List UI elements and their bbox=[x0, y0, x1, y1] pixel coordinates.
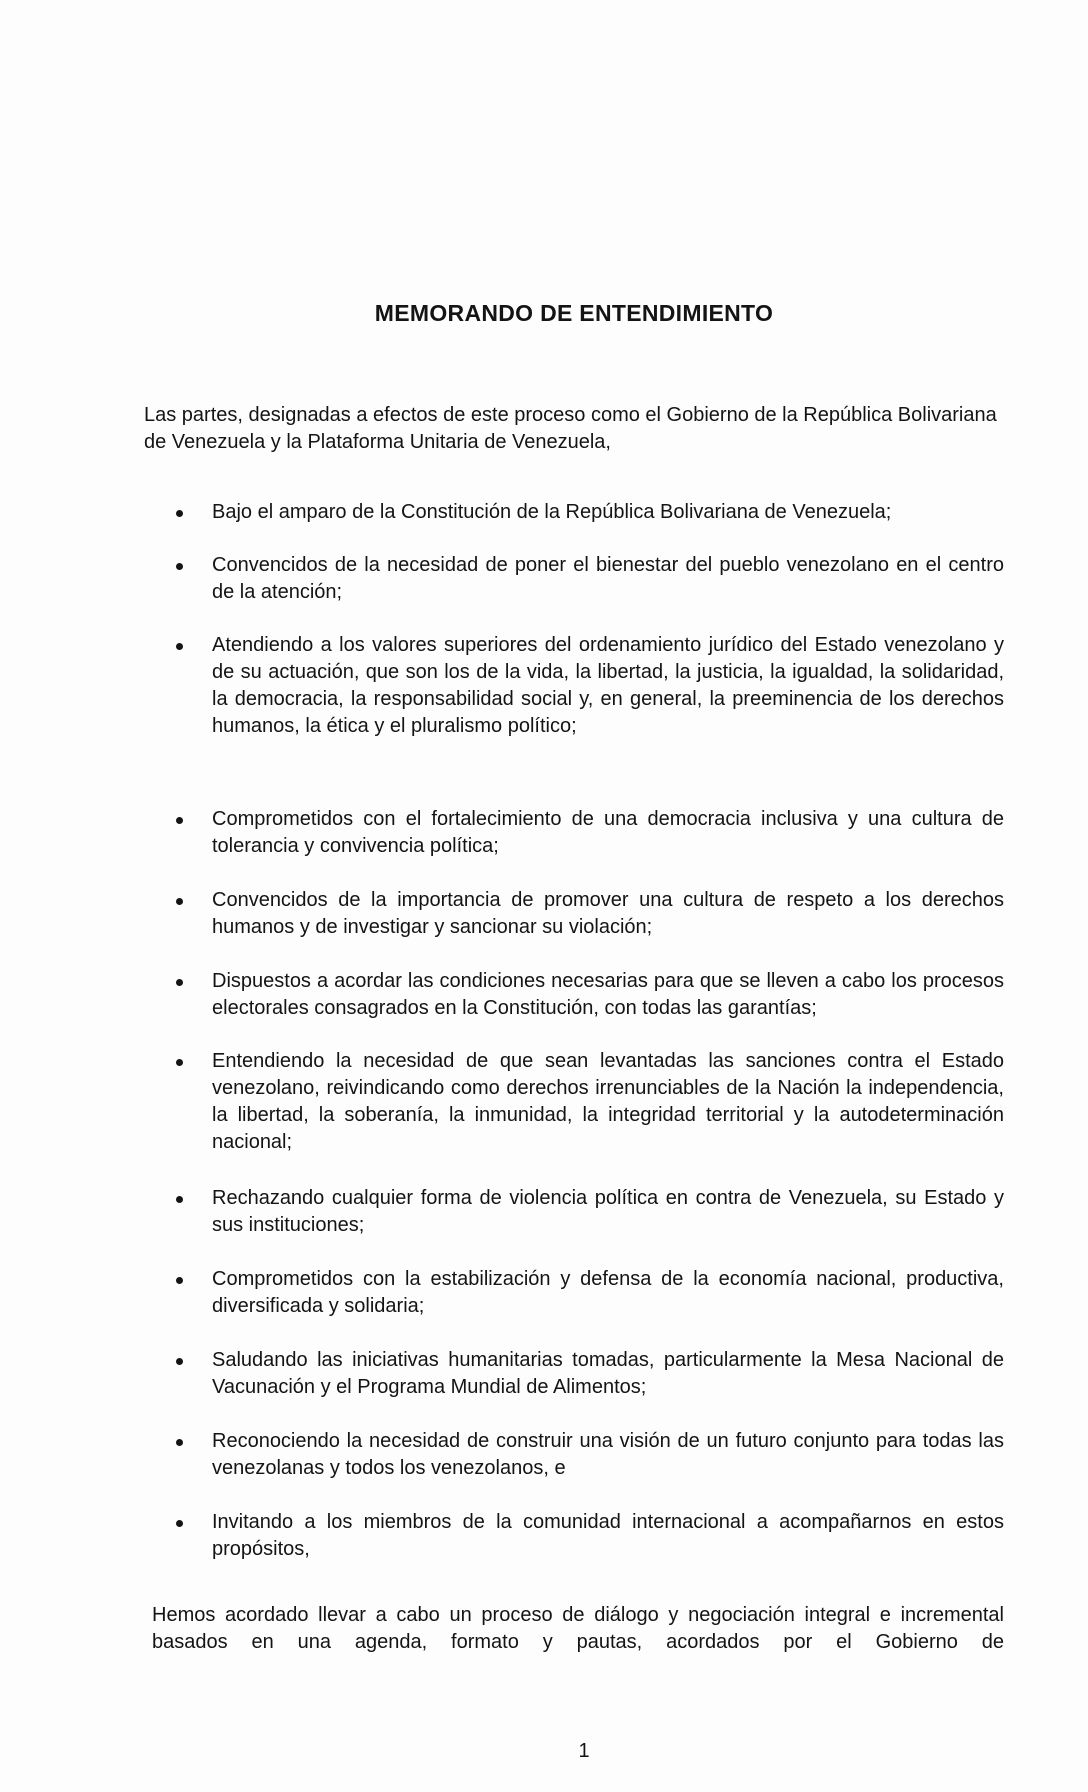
bullet-icon bbox=[176, 1059, 183, 1066]
bullet-icon bbox=[176, 1196, 183, 1203]
list-item-text: Entendiendo la necesidad de que sean levantadas las sanciones contra el Estado venezolano, reivindicando como derechos irrenunciables de la Nación la independencia, la libertad, la soberanía, la inmunidad, la integridad territorial y la autodeterminación nacional; bbox=[212, 1050, 1004, 1153]
bullet-icon bbox=[176, 563, 183, 570]
bullet-icon bbox=[176, 1277, 183, 1284]
bullet-icon bbox=[176, 817, 183, 824]
list-item-text: Rechazando cualquier forma de violencia política en contra de Venezuela, su Estado y sus instituciones; bbox=[212, 1187, 1004, 1236]
list-item-text: Invitando a los miembros de la comunidad internacional a acompañarnos en estos propósitos, bbox=[212, 1511, 1004, 1560]
list-item-text: Atendiendo a los valores superiores del ordenamiento jurídico del Estado venezolano y de su actuación, que son los de la vida, la libertad, la justicia, la igualdad, la solidaridad, la democracia, la responsabilidad social y, en general, la preeminencia de los derechos humanos, la ética y el pluralismo político; bbox=[212, 634, 1004, 737]
list-item-text: Comprometidos con el fortalecimiento de una democracia inclusiva y una cultura de tolerancia y convivencia política; bbox=[212, 808, 1004, 857]
list-item-text: Saludando las iniciativas humanitarias tomadas, particularmente la Mesa Nacional de Vacunación y el Programa Mundial de Alimentos; bbox=[212, 1349, 1004, 1398]
page-number: 1 bbox=[578, 1740, 590, 1762]
bullet-icon bbox=[176, 1358, 183, 1365]
list-item-text: Reconociendo la necesidad de construir una visión de un futuro conjunto para todas las venezolanas y todos los venezolanos, e bbox=[212, 1430, 1004, 1479]
document-title: MEMORANDO DE ENTENDIMIENTO bbox=[374, 300, 774, 326]
list-item-text: Comprometidos con la estabilización y defensa de la economía nacional, productiva, diversificada y solidaria; bbox=[212, 1268, 1004, 1317]
bullet-icon bbox=[176, 643, 183, 650]
bullet-icon bbox=[176, 979, 183, 986]
closing-paragraph: Hemos acordado llevar a cabo un proceso de diálogo y negociación integral e incremental basados en una agenda, formato y pautas, acordados por el Gobierno de bbox=[152, 1604, 1004, 1653]
bullet-icon bbox=[176, 898, 183, 905]
list-item-text: Convencidos de la necesidad de poner el bienestar del pueblo venezolano en el centro de la atención; bbox=[212, 554, 1004, 603]
list-item-text: Convencidos de la importancia de promover una cultura de respeto a los derechos humanos y de investigar y sancionar su violación; bbox=[212, 889, 1004, 938]
bullet-icon bbox=[176, 510, 183, 517]
intro-paragraph: Las partes, designadas a efectos de este proceso como el Gobierno de la República Bolivariana de Venezuela y la Plataforma Unitaria de Venezuela, bbox=[144, 404, 997, 453]
bullet-icon bbox=[176, 1520, 183, 1527]
list-item-text: Dispuestos a acordar las condiciones necesarias para que se lleven a cabo los procesos electorales consagrados en la Constitución, con todas las garantías; bbox=[212, 970, 1004, 1019]
bullet-icon bbox=[176, 1439, 183, 1446]
list-item-text: Bajo el amparo de la Constitución de la República Bolivariana de Venezuela; bbox=[212, 501, 892, 523]
